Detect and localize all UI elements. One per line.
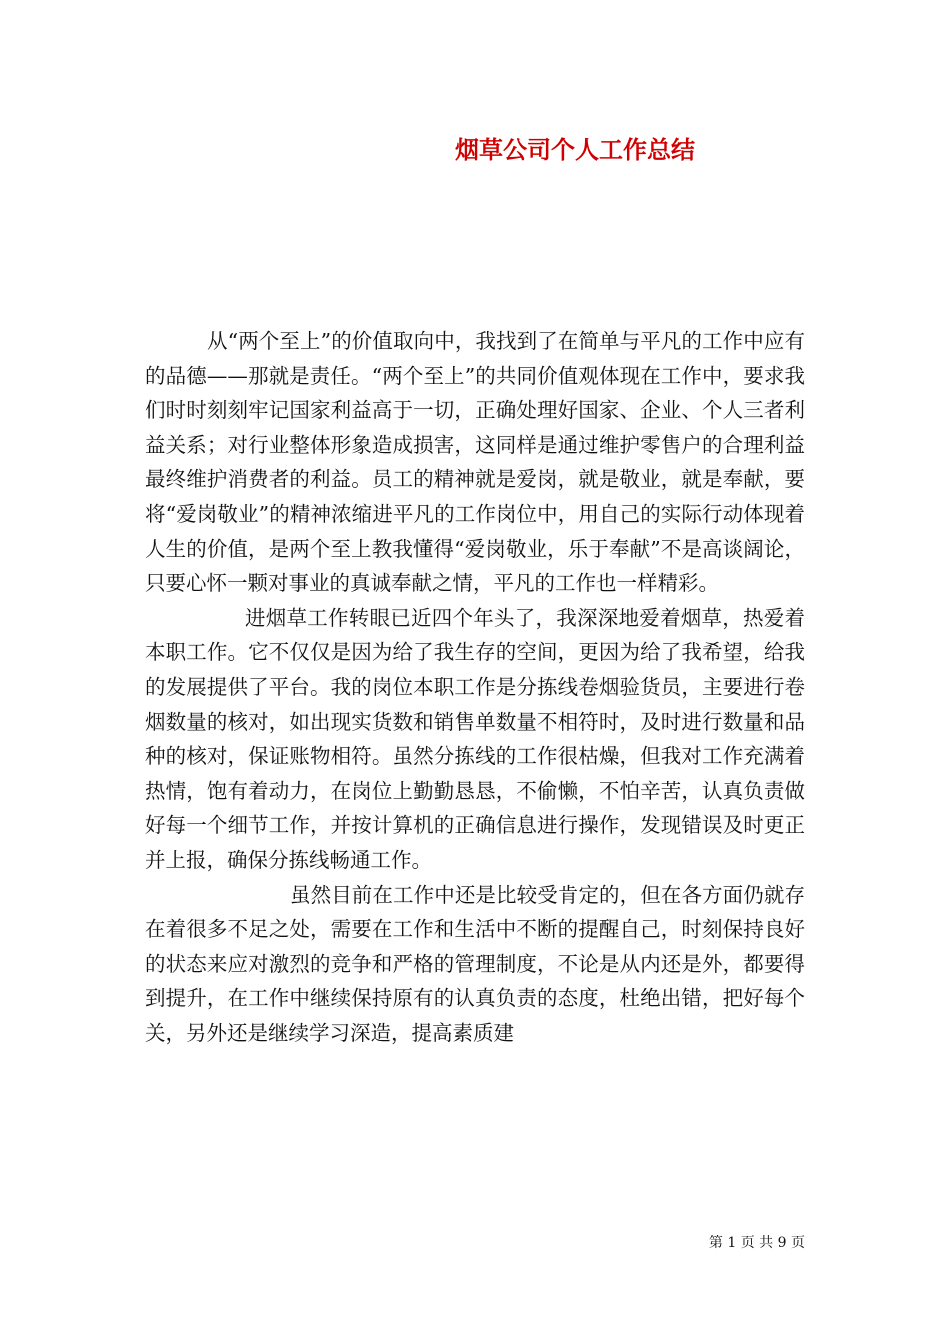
page-number-footer: 第 1 页 共 9 页 [708,1235,805,1251]
paragraph-2: 进烟草工作转眼已近四个年头了，我深深地爱着烟草，热爱着本职工作。它不仅仅是因为给了我生存的空间，更因为给了我希望，给我的发展提供了平台。我的岗位本职工作是分拣线卷烟验货员，主要进行卷烟数量的核对，如出现实货数和销售单数量不相符时，及时进行数量和品种的核对，保证账物相符。虽然分拣线的工作很枯燥，但我对工作充满着热情，饱有着动力，在岗位上勤勤恳恳，不偷懒，不怕辛苦，认真负责做好每一个细节工作，并按计算机的正确信息进行操作，发现错误及时更正并上报，确保分拣线畅通工作。 [145,605,805,872]
paragraph-3: 虽然目前在工作中还是比较受肯定的，但在各方面仍就存在着很多不足之处，需要在工作和生活中不断的提醒自己，时刻保持良好的状态来应对激烈的竞争和严格的管理制度，不论是从内还是外，都要得到提升，在工作中继续保持原有的认真负责的态度，杜绝出错，把好每个关，另外还是继续学习深造，提高素质建 [145,882,805,1045]
document-body [145,324,805,1050]
paragraph-1: 从“两个至上”的价值取向中，我找到了在简单与平凡的工作中应有的品德——那就是责任。“两个至上”的共同价值观体现在工作中，要求我们时时刻刻牢记国家利益高于一切，正确处理好国家、企业、个人三者利益关系；对行业整体形象造成损害，这同样是通过维护零售户的合理利益最终维护消费者的利益。员工的精神就是爱岗，就是敬业，就是奉献，要将“爱岗敬业”的精神浓缩进平凡的工作岗位中，用自己的实际行动体现着人生的价值，是两个至上教我懂得“爱岗敬业，乐于奉献”不是高谈阔论，只要心怀一颗对事业的真诚奉献之情，平凡的工作也一样精彩。 [145,329,805,596]
document-title: 烟草公司个人工作总结 [455,136,695,164]
